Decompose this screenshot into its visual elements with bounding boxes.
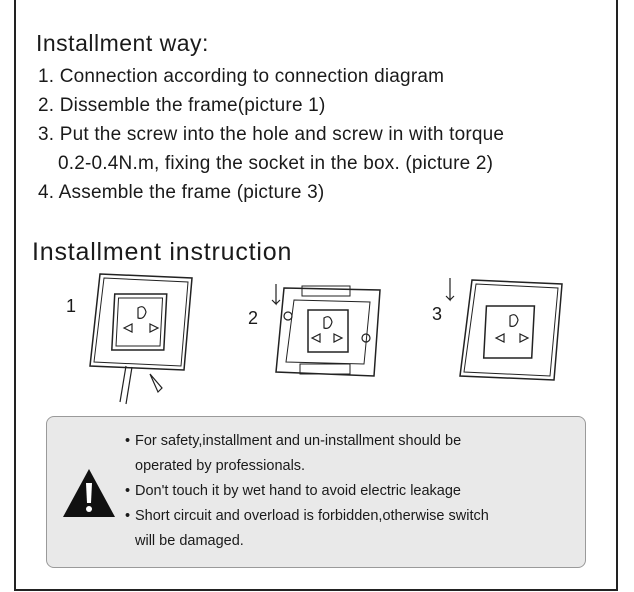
step-3: 3. Put the screw into the hole and screw in with torque: [38, 124, 505, 145]
picture-2-number: 2: [248, 308, 259, 328]
step-4: 4. Assemble the frame (picture 3): [38, 182, 325, 203]
warning-item-1-continued: operated by professionals.: [135, 458, 306, 474]
install-way-heading: Installment way:: [36, 30, 209, 56]
warning-list: [125, 429, 489, 554]
socket-mounting-screw-icon: [262, 280, 386, 384]
warning-item-3: • Short circuit and overload is forbidden,otherwise switch: [125, 508, 489, 524]
socket-frame-removal-icon: [76, 270, 196, 410]
picture-1-number: 1: [66, 296, 77, 316]
step-3-continued: 0.2-0.4N.m, fixing the socket in the box. (picture 2): [58, 153, 494, 174]
warning-item-1: • For safety,installment and un-installment should be: [125, 433, 462, 449]
step-2: 2. Dissemble the frame(picture 1): [38, 95, 326, 116]
socket-frame-assembly-icon: [444, 276, 568, 386]
step-1: 1. Connection according to connection diagram: [38, 66, 445, 87]
warning-item-2: • Don't touch it by wet hand to avoid electric leakage: [125, 483, 461, 499]
warning-triangle-icon: [61, 467, 117, 519]
safety-warning-box: [46, 416, 586, 568]
install-instruction-heading: Installment instruction: [32, 238, 293, 266]
install-steps-list: [38, 62, 504, 207]
picture-3-number: 3: [432, 304, 443, 324]
warning-item-3-continued: will be damaged.: [135, 533, 244, 549]
